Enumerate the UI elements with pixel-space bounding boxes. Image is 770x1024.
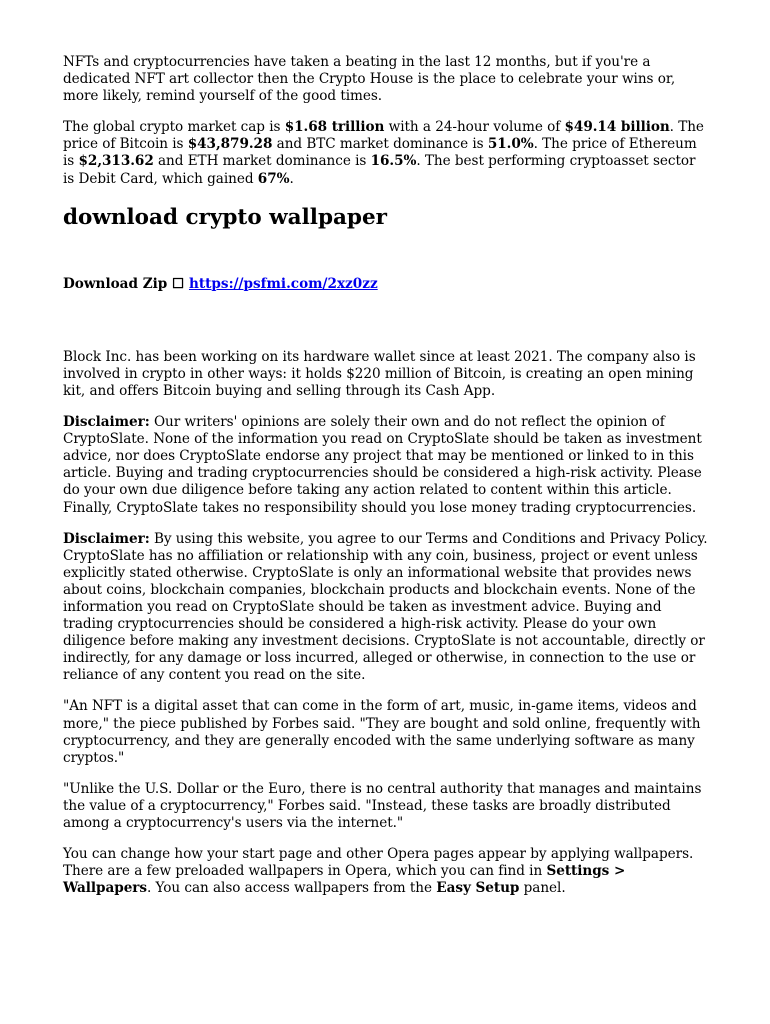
- intro-paragraph: NFTs and cryptocurrencies have taken a beating in the last 12 months, but if you're a dedicated NFT art collector then the Crypto House is the place to celebrate your wins or, more likely, remind yourself of the good times.: [63, 54, 676, 105]
- volume-value: $49.14 billion: [564, 119, 670, 136]
- market-text: with a 24-hour volume of: [384, 119, 565, 136]
- disclaimer-label: Disclaimer:: [63, 414, 150, 431]
- block-inc-paragraph: Block Inc. has been working on its hardware wallet since at least 2021. The company also is involved in crypto in other ways: it holds $220 million of Bitcoin, is creating an open mining kit, and offers Bitcoin buying and selling through its Cash App.: [63, 348, 696, 399]
- section-heading: download crypto wallpaper: [63, 204, 387, 230]
- btc-price-value: $43,879.28: [187, 136, 273, 153]
- disclaimer-paragraph-2: [63, 531, 708, 685]
- btc-dominance-value: 51.0%: [487, 136, 534, 153]
- download-label: Download Zip ☐: [63, 275, 185, 292]
- market-cap-value: $1.68 trillion: [284, 119, 385, 136]
- market-text: The global crypto market cap is: [63, 119, 285, 136]
- opera-text: You can change how your start page and other Opera pages appear by applying wallpapers. There are a few preloaded wallpapers in Opera, which you can find in: [63, 846, 694, 880]
- disclaimer-paragraph-1: [63, 414, 708, 517]
- opera-wallpaper-paragraph: [63, 846, 708, 897]
- market-text: and ETH market dominance is: [153, 153, 371, 170]
- market-text: and BTC market dominance is: [272, 136, 488, 153]
- market-text: . The price of Bitcoin is: [63, 119, 704, 153]
- market-stats-paragraph: [63, 119, 708, 187]
- dollar-quote-paragraph: "Unlike the U.S. Dollar or the Euro, there is no central authority that manages and maintains the value of a cryptocurrency," Forbes said. "Instead, these tasks are broadly distributed among a cryptocurrency's users via the internet.": [63, 780, 702, 831]
- download-row: [63, 276, 708, 293]
- eth-price-value: $2,313.62: [78, 153, 154, 170]
- settings-path: Settings > Wallpapers: [63, 863, 626, 897]
- disclaimer-text: Our writers' opinions are solely their own and do not reflect the opinion of CryptoSlate. None of the information you read on CryptoSlate should be taken as investment advice, nor does CryptoSlate endorse any project that may be mentioned or linked to in this article. Buying and trading cryptocurrencies should be considered a high-risk activity. Please do your own due diligence before taking any action related to content within this article. Finally, CryptoSlate takes no responsibility should you lose money trading cryptocurrencies.: [63, 414, 702, 516]
- market-text: .: [289, 170, 294, 187]
- eth-dominance-value: 16.5%: [370, 153, 417, 170]
- sector-gain-value: 67%: [257, 170, 290, 187]
- opera-text: . You can also access wallpapers from the: [147, 880, 437, 897]
- nft-quote-paragraph: "An NFT is a digital asset that can come in the form of art, music, in-game items, videos and more," the piece published by Forbes said. "They are bought and sold online, frequently with cryptocurrency, and they are generally encoded with the same underlying software as many cryptos.": [63, 698, 701, 766]
- market-text: . The price of Ethereum is: [63, 136, 697, 170]
- easy-setup-label: Easy Setup: [436, 880, 520, 897]
- document-page: [63, 54, 708, 897]
- download-link[interactable]: https://psfmi.com/2xz0zz: [188, 275, 378, 292]
- disclaimer-text: By using this website, you agree to our Terms and Conditions and Privacy Policy. CryptoSlate has no affiliation or relationship with any coin, business, project or event unless explicitly stated otherwise. CryptoSlate is only an informational website that provides news about coins, blockchain companies, blockchain products and blockchain events. None of the information you read on CryptoSlate should be taken as investment advice. Buying and trading cryptocurrencies should be considered a high-risk activity. Please do your own diligence before making any investment decisions. CryptoSlate is not accountable, directly or indirectly, for any damage or loss incurred, alleged or otherwise, in connection to the use or reliance of any content you read on the site.: [63, 530, 708, 684]
- disclaimer-label: Disclaimer:: [63, 530, 150, 547]
- opera-text: panel.: [519, 880, 566, 897]
- market-text: . The best performing cryptoasset sector is Debit Card, which gained: [63, 153, 696, 187]
